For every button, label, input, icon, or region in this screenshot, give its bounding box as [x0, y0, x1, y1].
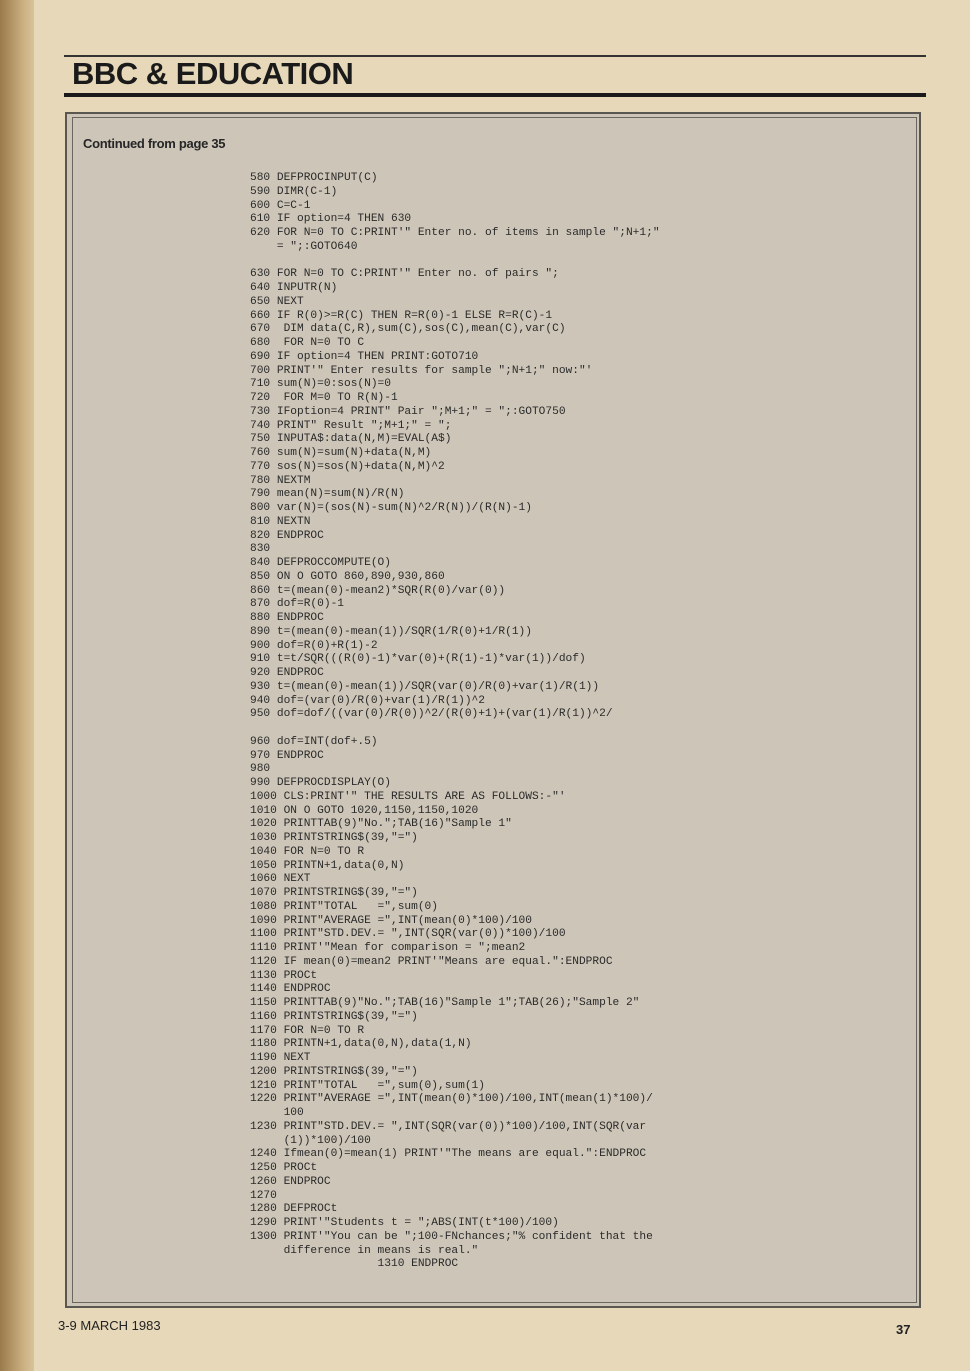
- code-line: (1))*100)/100: [250, 1134, 371, 1147]
- heading-rule: [64, 93, 926, 97]
- code-line: 1120 IF mean(0)=mean2 PRINT'"Means are equal.":ENDPROC: [250, 955, 613, 968]
- code-line: 770 sos(N)=sos(N)+data(N,M)^2: [250, 460, 445, 473]
- code-line: 950 dof=dof/((var(0)/R(0))^2/(R(0)+1)+(var(1)/R(1))^2/: [250, 708, 613, 721]
- code-line: 1080 PRINT"TOTAL =",sum(0): [250, 900, 438, 913]
- code-line: 1260 ENDPROC: [250, 1175, 331, 1188]
- issue-date: 3-9 MARCH 1983: [58, 1318, 161, 1333]
- code-line: 630 FOR N=0 TO C:PRINT'" Enter no. of pairs ";: [250, 268, 559, 281]
- code-line: 1160 PRINTSTRING$(39,"="): [250, 1010, 418, 1023]
- code-line: 650 NEXT: [250, 295, 304, 308]
- code-line: 970 ENDPROC: [250, 749, 324, 762]
- code-line: [250, 722, 770, 736]
- code-line: 1170 FOR N=0 TO R: [250, 1024, 365, 1037]
- code-line: 690 IF option=4 THEN PRINT:GOTO710: [250, 350, 479, 363]
- basic-program-listing: [250, 172, 770, 1272]
- code-line: 1190 NEXT: [250, 1052, 311, 1064]
- code-line: 1100 PRINT"STD.DEV.= ",INT(SQR(var(0))*100)/100: [250, 928, 566, 941]
- continued-note: Continued from page 35: [83, 136, 226, 151]
- code-line: 620 FOR N=0 TO C:PRINT'" Enter no. of items in sample ";N+1;": [250, 227, 660, 239]
- code-line: 1180 PRINTN+1,data(0,N),data(1,N): [250, 1038, 472, 1051]
- code-line: 1140 ENDPROC: [250, 983, 331, 996]
- code-line: 100: [250, 1107, 304, 1119]
- code-line: 780 NEXTM: [250, 474, 311, 487]
- code-line: 850 ON O GOTO 860,890,930,860: [250, 570, 445, 583]
- code-line: 710 sum(N)=0:sos(N)=0: [250, 378, 391, 391]
- code-line: 830: [250, 543, 271, 556]
- code-line: 610 IF option=4 THEN 630: [250, 213, 412, 226]
- code-line: 1060 NEXT: [250, 873, 311, 886]
- code-line: 800 var(N)=(sos(N)-sum(N)^2/R(N))/(R(N)-1): [250, 502, 532, 514]
- code-line: 680 FOR N=0 TO C: [250, 337, 365, 349]
- code-line: 880 ENDPROC: [250, 612, 324, 624]
- code-line: 1000 CLS:PRINT'" THE RESULTS ARE AS FOLLOWS:-"': [250, 790, 566, 803]
- code-line: 910 t=t/SQR(((R(0)-1)*var(0)+(R(1)-1)*var(1))/dof): [250, 653, 586, 666]
- code-line: 820 ENDPROC: [250, 529, 324, 542]
- code-line: 980: [250, 763, 271, 776]
- code-line: 870 dof=R(0)-1: [250, 598, 344, 611]
- code-line: 600 C=C-1: [250, 199, 311, 212]
- code-line: 890 t=(mean(0)-mean(1))/SQR(1/R(0)+1/R(1)): [250, 625, 532, 638]
- code-line: 930 t=(mean(0)-mean(1))/SQR(var(0)/R(0)+var(1)/R(1)): [250, 680, 600, 693]
- code-line: 1050 PRINTN+1,data(0,N): [250, 859, 405, 872]
- code-line: 1300 PRINT'"You can be ";100-FNchances;"% confident that the: [250, 1230, 653, 1243]
- code-line: 1130 PROCt: [250, 969, 318, 982]
- code-line: 1070 PRINTSTRING$(39,"="): [250, 887, 418, 899]
- code-line: 1110 PRINT'"Mean for comparison = ";mean2: [250, 942, 526, 954]
- code-line: 1210 PRINT"TOTAL =",sum(0),sum(1): [250, 1079, 485, 1092]
- code-line: 1310 ENDPROC: [250, 1258, 459, 1271]
- code-line: 860 t=(mean(0)-mean2)*SQR(R(0)/var(0)): [250, 584, 506, 597]
- section-heading: BBC & EDUCATION: [72, 56, 354, 91]
- code-line: = ";:GOTO640: [250, 240, 358, 253]
- page-number: 37: [896, 1322, 911, 1337]
- code-line: 1220 PRINT"AVERAGE =",INT(mean(0)*100)/100,INT(mean(1)*100)/: [250, 1093, 653, 1106]
- code-line: 1280 DEFPROCt: [250, 1203, 338, 1216]
- code-line: 720 FOR M=0 TO R(N)-1: [250, 392, 398, 404]
- code-line: 740 PRINT" Result ";M+1;" = ";: [250, 419, 452, 432]
- code-line: 700 PRINT'" Enter results for sample ";N+1;" now:"': [250, 364, 593, 377]
- code-line: 810 NEXTN: [250, 515, 311, 528]
- code-line: 840 DEFPROCCOMPUTE(O): [250, 557, 391, 569]
- code-line: 1290 PRINT'"Students t = ";ABS(INT(t*100)/100): [250, 1217, 559, 1229]
- code-line: 730 IFoption=4 PRINT" Pair ";M+1;" = ";:GOTO750: [250, 405, 566, 418]
- code-line: 660 IF R(0)>=R(C) THEN R=R(0)-1 ELSE R=R(C)-1: [250, 309, 553, 322]
- code-line: 790 mean(N)=sum(N)/R(N): [250, 488, 405, 501]
- code-line: 1030 PRINTSTRING$(39,"="): [250, 832, 418, 844]
- code-line: [250, 255, 770, 269]
- code-line: difference in means is real.": [250, 1244, 479, 1257]
- code-line: 1250 PROCt: [250, 1162, 318, 1174]
- code-line: 960 dof=INT(dof+.5): [250, 735, 378, 748]
- code-line: 1240 Ifmean(0)=mean(1) PRINT'"The means are equal.":ENDPROC: [250, 1148, 647, 1161]
- code-line: 1090 PRINT"AVERAGE =",INT(mean(0)*100)/100: [250, 914, 532, 927]
- code-line: 920 ENDPROC: [250, 667, 324, 679]
- code-line: 1020 PRINTTAB(9)"No.";TAB(16)"Sample 1": [250, 818, 512, 831]
- code-line: 590 DIMR(C-1): [250, 185, 338, 198]
- code-line: 990 DEFPROCDISPLAY(O): [250, 777, 391, 789]
- code-line: 670 DIM data(C,R),sum(C),sos(C),mean(C),var(C): [250, 323, 566, 336]
- code-line: 1270: [250, 1189, 277, 1202]
- code-line: 750 INPUTA$:data(N,M)=EVAL(A$): [250, 433, 452, 446]
- code-line: 1040 FOR N=0 TO R: [250, 845, 365, 858]
- code-line: 1010 ON O GOTO 1020,1150,1150,1020: [250, 804, 479, 817]
- code-line: 760 sum(N)=sum(N)+data(N,M): [250, 447, 432, 459]
- code-line: 580 DEFPROCINPUT(C): [250, 172, 378, 184]
- code-line: 940 dof=(var(0)/R(0)+var(1)/R(1))^2: [250, 694, 485, 707]
- code-line: 1230 PRINT"STD.DEV.= ",INT(SQR(var(0))*100)/100,INT(SQR(var: [250, 1120, 647, 1133]
- code-line: 900 dof=R(0)+R(1)-2: [250, 639, 378, 652]
- code-line: 640 INPUTR(N): [250, 282, 338, 294]
- code-line: 1200 PRINTSTRING$(39,"="): [250, 1065, 418, 1078]
- code-line: 1150 PRINTTAB(9)"No.";TAB(16)"Sample 1";TAB(26);"Sample 2": [250, 997, 640, 1009]
